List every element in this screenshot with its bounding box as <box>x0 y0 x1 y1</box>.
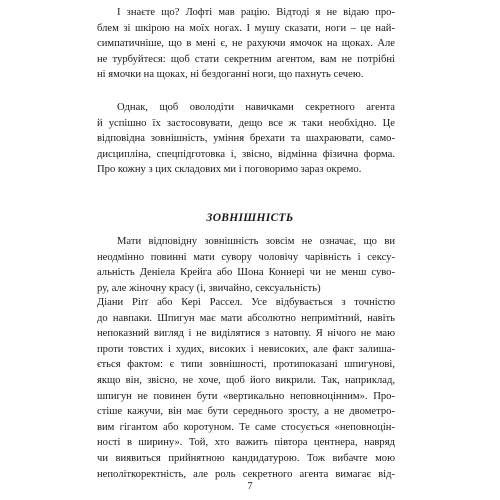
text-line: й успішно їх застосовувати, дещо все ж таки необхідно. Це <box>97 117 395 129</box>
paragraph-3 <box>97 234 395 296</box>
text-line: чи виявиться прийнятною кандидатурою. Тож вибачте мою <box>97 452 395 464</box>
text-line: непоказний вигляд і не виділятися з натовпу. Я нічого не маю <box>97 328 395 340</box>
text-line: якщо він, звісно, не хоче, щоб його викрили. Так, наприклад, <box>97 374 395 386</box>
text-line: неполіткоректність, але роль секретного агента вимагає від- <box>97 468 395 480</box>
text-line: проти товстих і худих, високих і невисоких, але факт залиша- <box>97 343 395 355</box>
text-line: шпигун не повинен бути «вертикально неповноцінним». Про- <box>97 390 395 402</box>
text-line: до навпаки. Шпигун має мати абсолютно непримітний, навіть <box>97 312 395 324</box>
paragraph-2 <box>97 100 395 178</box>
text-line: Мати відповідну зовнішність зовсім не означає, що ви <box>117 236 395 247</box>
text-line: не турбуйтеся: щоб стати секретним агентом, вам не потрібні <box>97 53 395 65</box>
text-line: неодмінно повинні мати сувору чоловічу чарівність і сексу- <box>97 251 395 263</box>
text-line: відповідна зовнішність, уміння брехати та шахраювати, само- <box>97 133 395 145</box>
text-line: Про кожну з цих складових ми і поговоримо зараз окремо. <box>97 164 362 176</box>
text-line: Діани Ріґґ або Кері Рассел. Усе відбувається з точністю <box>97 297 395 308</box>
text-line: стіше кажучи, він має бути середнього зросту, а не двометро- <box>97 406 395 418</box>
text-line: блем зі шкірою на моїх ногах. І мушу сказати, ноги – це най- <box>97 22 395 34</box>
paragraph-4 <box>97 295 395 482</box>
text-line: альність Деніела Крейга або Шона Коннері чи не менш суво- <box>97 267 395 279</box>
page-number: 7 <box>247 481 253 492</box>
text-line: ності в ширину». Той, хто важить півтора центнера, навряд <box>97 437 395 449</box>
text-line: ру, але жіночну красу (і, звичайно, сексуальність) <box>97 282 321 294</box>
text-line: ється фактом: є типи зовнішності, протипоказані шпигунові, <box>97 359 395 371</box>
section-heading: ЗОВНІШНІСТЬ <box>206 212 294 224</box>
text-line: вим гігантом або коротуном. Те саме стосується «неповноцін- <box>97 421 395 433</box>
text-line: симпатичніше, що в мені є, не рахуючи ямочок на щоках. Але <box>97 38 395 50</box>
text-line: ні ямочки на щоках, ні бездоганні ноги, що пахнуть сечею. <box>97 69 364 81</box>
text-line: І знаєте що? Лофті мав рацію. Відтоді я не відаю про- <box>117 7 395 18</box>
text-line: дисципліна, спецпідготовка і, звісно, відмінна фізична форма. <box>97 148 395 160</box>
paragraph-1 <box>97 5 395 83</box>
text-line: Однак, щоб оволодіти навичками секретного агента <box>117 102 395 113</box>
